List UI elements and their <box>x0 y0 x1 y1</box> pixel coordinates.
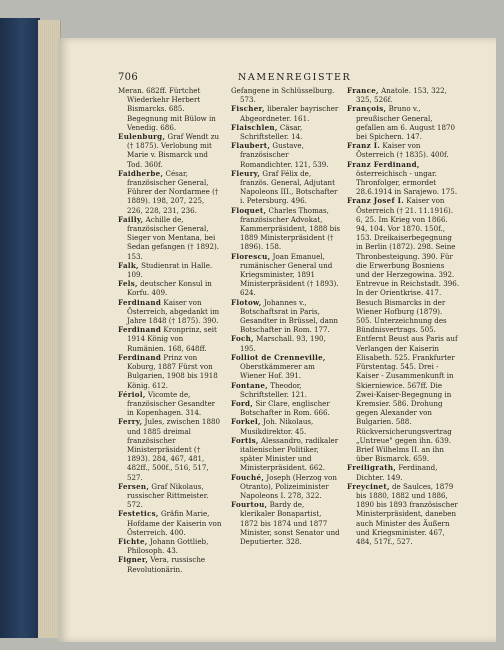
index-entry <box>347 196 460 463</box>
entry-name: Faidherbe, <box>118 168 164 178</box>
entry-name: Fourtou, <box>231 500 268 510</box>
entry-name: Flotow, <box>231 297 262 307</box>
entry-text: Meran. 682ff. Fürtchet Wiederkehr Herbert Bismarcks. 685. Begegnung mit Bülow in Venedig. 686. <box>118 86 216 132</box>
entry-name: Fontane, <box>231 380 268 390</box>
entry-text: Gefangene in Schlüsselburg. 573. <box>231 86 335 105</box>
index-entry <box>231 334 341 352</box>
index-entry <box>231 169 341 206</box>
entry-name: Figner, <box>118 555 149 565</box>
entry-name: Ferdinand <box>118 352 162 362</box>
entry-name: Floquet, <box>231 205 267 215</box>
entry-text: Kaiser von Österreich († 1835). 400f. <box>356 141 449 160</box>
entry-name: Franz I. <box>347 141 381 151</box>
entry-text: Johann Gottlieb, Philosoph. 43. <box>127 536 209 556</box>
index-entry <box>347 86 460 104</box>
index-entry <box>231 399 341 417</box>
entry-text: Jules, zwischen 1880 und 1885 dreimal französischer Ministerpräsident († 1893). 284, 467, 481, 482ff., 500f., 516, 517, 527. <box>127 417 220 482</box>
entry-name: Fischer, <box>231 104 265 114</box>
entry-name: Ferry, <box>118 417 143 427</box>
entry-text: Achille de, französischer General, Sieger von Mentana, bei Sedan gefangen († 1892). 153. <box>127 214 220 261</box>
index-entry <box>118 298 222 326</box>
index-entry <box>118 537 222 555</box>
index-entry <box>118 509 222 537</box>
index-column-3 <box>347 86 460 546</box>
entry-name: Fortis, <box>231 435 259 445</box>
page-number: 706 <box>118 72 138 83</box>
entry-name: Festetics, <box>118 509 159 519</box>
entry-text: deutscher Konsul in Korfu. 409. <box>127 279 212 298</box>
index-entry <box>118 482 222 510</box>
index-entry <box>231 436 341 473</box>
index-entry <box>347 104 460 141</box>
entry-name: Ferdinand <box>118 297 162 307</box>
entry-text: Oberstkämmerer am Wiener Hof. 391. <box>240 362 315 381</box>
entry-text: Graf Félix de, französ. General, Adjutant Napoleons III., Botschafter i. Petersburg. 496. <box>240 168 338 206</box>
entry-text: Gräfin Marie, Hofdame der Kaiserin von Österreich. 400. <box>127 509 222 537</box>
entry-name: Foch, <box>231 334 254 344</box>
index-entry <box>231 500 341 546</box>
entry-name: Folliot de Crenneville, <box>231 352 326 362</box>
entry-text: Anatole. 153, 322, 325, 526f. <box>356 86 447 105</box>
entry-text: Studienrat in Halle. 109. <box>127 260 213 280</box>
entry-name: Flaubert, <box>231 141 271 151</box>
index-entry <box>231 104 341 122</box>
index-column-1 <box>118 86 222 574</box>
entry-name: Ferdinand <box>118 325 162 335</box>
index-entry <box>347 160 460 197</box>
entry-name: Fersen, <box>118 481 150 491</box>
index-entry <box>231 252 341 298</box>
entry-text: de Saulces, 1879 bis 1880, 1882 und 1886, 1890 bis 1893 französischer Ministerpräsident, daneben auch Minister des Äußern und Kriegsminister. 467, 484, 517f., 527. <box>356 481 458 546</box>
page-title: NAMENREGISTER <box>238 72 352 83</box>
entry-text: Theodor, Schriftsteller. 121. <box>240 380 307 399</box>
entry-text: Alessandro, radikaler italienischer Politiker, später Minister und Ministerpräsident. 662. <box>240 435 339 473</box>
entry-text: Johannes v., Botschaftsrat in Paris, Gesandter in Brüssel, dann Botschafter in Rom. 177. <box>240 297 338 335</box>
entry-name: Freiligrath, <box>347 463 397 473</box>
entry-name: Florescu, <box>231 251 271 261</box>
entry-name: Ford, <box>231 398 254 408</box>
index-entry <box>118 261 222 279</box>
index-entry <box>347 482 460 546</box>
book-binding <box>0 18 40 638</box>
entry-text: Joh. Nikolaus, Musikdirektor. 45. <box>240 417 314 436</box>
entry-name: Fouché, <box>231 472 265 482</box>
entry-name: Forkel, <box>231 417 261 427</box>
entry-name: Freycinet, <box>347 481 390 491</box>
index-entry <box>118 279 222 297</box>
entry-text: Graf Wendt zu († 1875). Verlobung mit Marie v. Bismarck und Tod. 360f. <box>127 132 220 169</box>
entry-text: Vera, russische Revolutionärin. <box>127 555 206 574</box>
entry-text: Gustave, französischer Romandichter. 121, 539. <box>240 141 329 169</box>
index-entry <box>231 298 341 335</box>
entry-text: Ferdinand, Dichter. 149. <box>356 463 438 482</box>
index-entry <box>231 86 341 104</box>
index-entry <box>118 169 222 215</box>
entry-text: Bardy de, klerikaler Bonapartist, 1872 bis 1874 und 1877 Minister, sonst Senator und Deputierter. 328. <box>240 500 340 546</box>
entry-text: österreichisch - ungar. Thronfolger, ermordet 28.6.1914 in Sarajewo. 175. <box>356 168 458 197</box>
index-entry <box>118 132 222 169</box>
entry-text: Graf Nikolaus, russischer Rittmeister. 572. <box>127 481 209 510</box>
entry-text: Bruno v., preußischer General, gefallen am 6. August 1870 bei Spichern. 147. <box>356 104 455 142</box>
entry-text: Cäsar, Schriftsteller. 14. <box>240 122 303 142</box>
index-entry <box>231 206 341 252</box>
entry-name: Franz Josef I. <box>347 196 405 206</box>
index-entry <box>231 417 341 435</box>
index-entry <box>118 86 222 132</box>
index-entry <box>231 353 341 381</box>
entry-name: Failly, <box>118 214 144 224</box>
index-entry <box>118 417 222 481</box>
entry-text: Charles Thomas, französischer Advokat, Kammerpräsident, 1888 bis 1889 Ministerpräsident († 1896). 158. <box>240 205 341 252</box>
entry-text: Marschall. 93, 190, 195. <box>240 334 326 353</box>
entry-text: Kronprinz, seit 1914 König von Rumänien. 168, 648ff. <box>127 325 217 353</box>
entry-name: Flaischlen, <box>231 122 278 132</box>
index-entry <box>231 141 341 169</box>
entry-name: Franz Ferdinand, <box>347 159 420 169</box>
index-entry <box>118 390 222 418</box>
entry-name: Fériol, <box>118 389 146 399</box>
entry-text: César, französischer General, Führer der Nordarmee († 1889). 198, 207, 225, 226, 228, 231, 236. <box>127 168 219 215</box>
index-entry <box>118 555 222 573</box>
index-column-2 <box>231 86 341 546</box>
index-entry <box>231 473 341 501</box>
entry-name: Fels, <box>118 279 138 289</box>
index-entry <box>231 381 341 399</box>
entry-name: François, <box>347 104 387 114</box>
entry-name: Falk, <box>118 260 139 270</box>
entry-text: Kaiser von Österreich († 21. 11.1916). 6, 25. Im Krieg von 1866. 94, 104. Vor 1870. 150f., 153. Dreikaiserbegegnung in Berlin (1872). 298. Seine Thronbesteigung. 390. Für die Erwerbung Bosniens und der Herzegowina. 392. Entrevue in Reichstadt. 396. In der Orientkrise. 417. Besuch Bismarcks in der Wiener Hofburg (1879). 505. Unterzeichnung des Bündnisvertrags. 505. Entfernt Beust aus Paris auf Verlangen der Kaiserin Elisabeth. 525. Frankfurter Fürstentag. 545. Drei - Kaiser - Zusammenkunft in Skierniewice. 567ff. Die Zwei-Kaiser-Begegnung in Kremsier. 586. Drohung gegen Alexander von Bulgarien. 588. Rückversicherungsvertrag „Untreue" gegen ihn. 639. Brief Wilhelms II. an ihn über Bismarck. 659. <box>356 196 460 464</box>
entry-name: France, <box>347 86 379 95</box>
index-entry <box>118 353 222 390</box>
index-entry <box>118 215 222 261</box>
entry-name: Fichte, <box>118 536 148 546</box>
entry-text: Sir Clare, englischer Botschafter in Rom. 666. <box>240 398 330 418</box>
running-head <box>0 72 504 86</box>
entry-text: Kaiser von Österreich, abgedankt im Jahre 1848 († 1875). 390. <box>127 297 220 326</box>
entry-name: Eulenburg, <box>118 132 166 142</box>
index-entry <box>347 463 460 481</box>
entry-text: Joseph (Herzog von Otranto), Polizeiminister Napoleons I. 278, 322. <box>240 472 337 500</box>
entry-text: liberaler bayrischer Abgeordneter. 161. <box>240 104 339 123</box>
entry-text: Vicomte de, französischer Gesandter in Kopenhagen. 314. <box>127 389 216 418</box>
entry-text: Joan Emanuel, rumänischer General und Kriegsminister, 1891 Ministerpräsident († 1893). 624. <box>240 251 339 298</box>
entry-text: Prinz von Koburg, 1887 Fürst von Bulgarien, 1908 bis 1918 König. 612. <box>127 352 218 390</box>
index-entry <box>347 141 460 159</box>
index-entry <box>118 325 222 353</box>
entry-name: Fleury, <box>231 168 261 178</box>
index-entry <box>231 123 341 141</box>
